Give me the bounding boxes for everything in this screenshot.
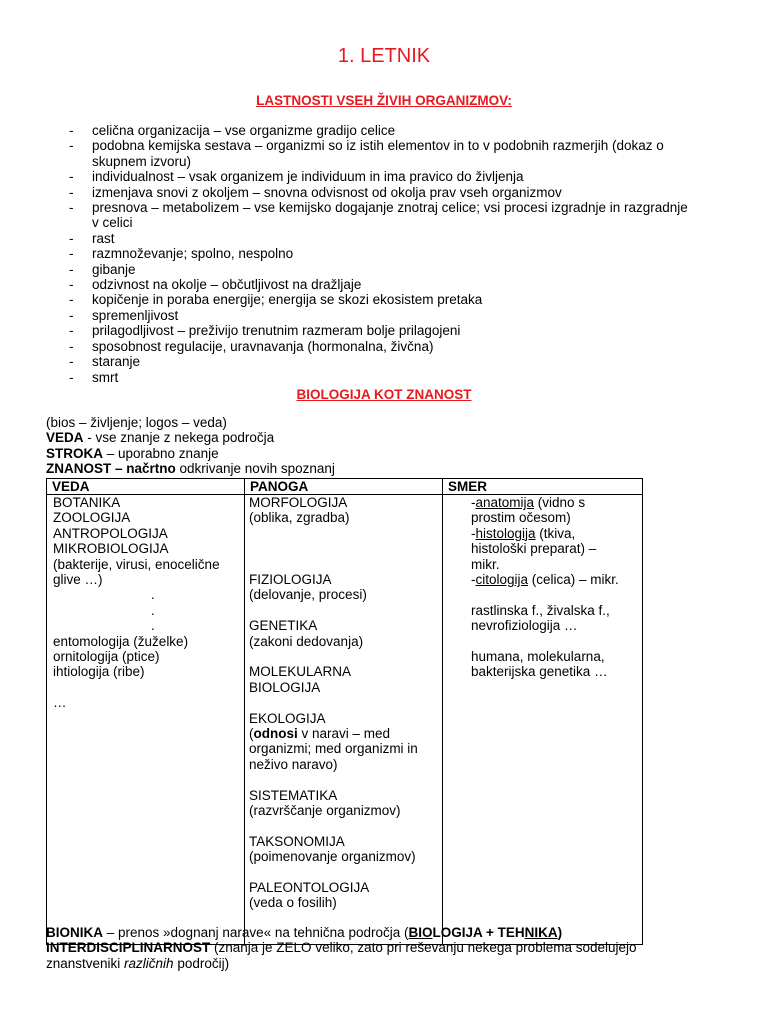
etymology: (bios – življenje; logos – veda) bbox=[46, 415, 227, 430]
definition-veda bbox=[46, 430, 726, 445]
list-item bbox=[0, 370, 730, 385]
header-smer: SMER bbox=[443, 479, 643, 495]
smer-note: rastlinska f., živalska f., bbox=[471, 602, 610, 618]
table-row bbox=[47, 495, 643, 945]
smer-note: histološki preparat) – bbox=[471, 541, 597, 557]
list-item bbox=[0, 185, 730, 200]
section-heading-biology: BIOLOGIJA KOT ZNANOST bbox=[296, 387, 472, 402]
list-item-text: sposobnost regulacije, uravnavanja (hormonalna, živčna) bbox=[92, 338, 434, 354]
column-panoga bbox=[245, 495, 443, 945]
bullet-dash: - bbox=[69, 338, 74, 354]
veda-item: MIKROBIOLOGIJA bbox=[53, 541, 169, 557]
veda-dot: . bbox=[151, 602, 155, 618]
panoga-item: BIOLOGIJA bbox=[249, 679, 321, 695]
veda-item: ornitologija (ptice) bbox=[53, 649, 160, 665]
smer-item: -anatomija (vidno s bbox=[471, 495, 586, 510]
bionika-formula: BIOLOGIJA + TEHNIKA) bbox=[408, 925, 563, 940]
bullet-dash: - bbox=[69, 169, 74, 185]
list-item-text: rast bbox=[92, 230, 115, 246]
bullet-dash: - bbox=[69, 261, 74, 277]
underlined-term: anatomija bbox=[475, 495, 535, 510]
list-item bbox=[0, 215, 730, 230]
table-header-row bbox=[47, 479, 643, 495]
header-veda: VEDA bbox=[47, 479, 245, 495]
veda-item: BOTANIKA bbox=[53, 495, 121, 510]
properties-list bbox=[0, 123, 730, 385]
veda-note: (bakterije, virusi, enocelične bbox=[53, 556, 220, 572]
panoga-item: MORFOLOGIJA bbox=[249, 495, 348, 510]
panoga-note: (veda o fosilih) bbox=[249, 895, 337, 911]
list-item-text: presnova – metabolizem – vse kemijsko dogajanje znotraj celice; vsi procesi izgradnje in razgradnje bbox=[92, 200, 688, 216]
smer-note: humana, molekularna, bbox=[471, 649, 605, 665]
panoga-item: GENETIKA bbox=[249, 618, 318, 634]
list-item-text: gibanje bbox=[92, 261, 136, 277]
smer-note: prostim očesom) bbox=[471, 510, 571, 526]
list-item bbox=[0, 169, 730, 184]
panoga-note: (oblika, zgradba) bbox=[249, 510, 350, 526]
list-item bbox=[0, 339, 730, 354]
panoga-item: PALEONTOLOGIJA bbox=[249, 880, 370, 896]
header-panoga: PANOGA bbox=[245, 479, 443, 495]
list-item-text: spremenljivost bbox=[92, 307, 179, 323]
list-item bbox=[0, 200, 730, 215]
list-item-text: staranje bbox=[92, 354, 141, 370]
column-veda bbox=[47, 495, 245, 945]
bullet-dash: - bbox=[69, 323, 74, 339]
list-item bbox=[0, 354, 730, 369]
bold-term: odnosi bbox=[253, 726, 298, 741]
bullet-dash: - bbox=[69, 138, 74, 154]
list-item bbox=[0, 138, 730, 153]
list-item-text: skupnem izvoru) bbox=[92, 153, 192, 169]
panoga-item: MOLEKULARNA bbox=[249, 664, 352, 680]
panoga-item: FIZIOLOGIJA bbox=[249, 571, 332, 587]
smer-note: mikr. bbox=[471, 556, 500, 572]
definition-text: odkrivanje novih spoznanj bbox=[175, 461, 335, 477]
veda-item: ANTROPOLOGIJA bbox=[53, 525, 168, 541]
list-item-text: smrt bbox=[92, 369, 119, 385]
panoga-item: SISTEMATIKA bbox=[249, 787, 338, 803]
veda-dot: . bbox=[151, 587, 155, 603]
panoga-item: EKOLOGIJA bbox=[249, 710, 326, 726]
list-item bbox=[0, 292, 730, 307]
panoga-note: (razvrščanje organizmov) bbox=[249, 803, 401, 819]
bullet-dash: - bbox=[69, 230, 74, 246]
panoga-note: (odnosi v naravi – med bbox=[249, 726, 391, 741]
definition-text: – uporabno znanje bbox=[103, 445, 219, 461]
list-item-text: prilagodljivost – preživijo trenutnim razmeram bolje prilagojeni bbox=[92, 323, 461, 339]
list-item bbox=[0, 277, 730, 292]
definition-znanost bbox=[46, 461, 726, 476]
list-item bbox=[0, 154, 730, 169]
list-item bbox=[0, 246, 730, 261]
definition-interdisciplinarnost-cont: znanstveniki različnih področij) bbox=[46, 955, 230, 971]
emphasis: različnih bbox=[124, 955, 174, 971]
list-item-text: izmenjava snovi z okoljem – snovna odvisnost od okolja prav vseh organizmov bbox=[92, 184, 562, 200]
list-item bbox=[0, 323, 730, 338]
definition-interdisciplinarnost: INTERDISCIPLINARNOST (znanja je ZELO veliko, zato pri reševanju nekega problema sodelujejo bbox=[46, 940, 637, 956]
definition-bionika: BIONIKA – prenos »dognanj narave« na tehnična področja (BIOLOGIJA + TEHNIKA) bbox=[46, 925, 563, 940]
term-stroka: STROKA bbox=[46, 445, 103, 461]
list-item bbox=[0, 231, 730, 246]
term-veda: VEDA bbox=[46, 430, 84, 446]
veda-item: entomologija (žuželke) bbox=[53, 633, 189, 649]
veda-item: ZOOLOGIJA bbox=[53, 510, 131, 526]
list-item-text: celična organizacija – vse organizme gradijo celice bbox=[92, 123, 396, 138]
footer-definitions bbox=[46, 925, 726, 971]
smer-note: nevrofiziologija … bbox=[471, 618, 578, 634]
list-item-text: podobna kemijska sestava – organizmi so iz istih elementov in to v podobnih razmerjih (dokaz o bbox=[92, 138, 664, 154]
list-item-text: v celici bbox=[92, 215, 133, 231]
list-item-text: odzivnost na okolje – občutljivost na dražljaje bbox=[92, 277, 362, 293]
bullet-dash: - bbox=[69, 369, 74, 385]
veda-ellipsis: … bbox=[53, 695, 67, 711]
list-item bbox=[0, 308, 730, 323]
panoga-item: TAKSONOMIJA bbox=[249, 833, 345, 849]
bullet-dash: - bbox=[69, 292, 74, 308]
smer-note: bakterijska genetika … bbox=[471, 664, 608, 680]
bullet-dash: - bbox=[69, 354, 74, 370]
term-interdisciplinarnost: INTERDISCIPLINARNOST bbox=[46, 940, 211, 956]
list-item-text: kopičenje in poraba energije; energija se skozi ekosistem pretaka bbox=[92, 292, 483, 308]
definitions bbox=[46, 415, 726, 477]
bullet-dash: - bbox=[69, 277, 74, 293]
bullet-dash: - bbox=[69, 184, 74, 200]
panoga-note: organizmi; med organizmi in bbox=[249, 741, 418, 757]
definition-text: - vse znanje z nekega področja bbox=[83, 430, 275, 446]
veda-item: ihtiologija (ribe) bbox=[53, 664, 145, 680]
bullet-dash: - bbox=[69, 307, 74, 323]
list-item-text: individualnost – vsak organizem je individuum in ima pravico do življenja bbox=[92, 169, 524, 185]
panoga-note: (poimenovanje organizmov) bbox=[249, 849, 416, 865]
panoga-note: (zakoni dedovanja) bbox=[249, 633, 364, 649]
bullet-dash: - bbox=[69, 200, 74, 216]
list-item bbox=[0, 262, 730, 277]
underlined-term: citologija bbox=[475, 572, 529, 588]
definition-stroka bbox=[46, 446, 726, 461]
science-table bbox=[46, 478, 643, 945]
veda-dot: . bbox=[151, 618, 155, 634]
panoga-note: (delovanje, procesi) bbox=[249, 587, 367, 603]
list-item-text: razmnoževanje; spolno, nespolno bbox=[92, 246, 294, 262]
term-znanost: ZNANOST – načrtno bbox=[46, 461, 176, 477]
smer-item: -citologija (celica) – mikr. bbox=[471, 572, 619, 588]
page-title: 1. LETNIK bbox=[337, 45, 431, 67]
list-item bbox=[0, 123, 730, 138]
veda-note: glive …) bbox=[53, 572, 103, 588]
term-bionika: BIONIKA bbox=[46, 925, 103, 940]
smer-item: -histologija (tkiva, bbox=[471, 525, 576, 541]
column-smer bbox=[443, 495, 643, 945]
underlined-term: histologija bbox=[475, 525, 536, 541]
bullet-dash: - bbox=[69, 123, 74, 138]
bullet-dash: - bbox=[69, 246, 74, 262]
panoga-note: neživo naravo) bbox=[249, 756, 338, 772]
section-heading-properties: LASTNOSTI VSEH ŽIVIH ORGANIZMOV: bbox=[256, 93, 512, 108]
